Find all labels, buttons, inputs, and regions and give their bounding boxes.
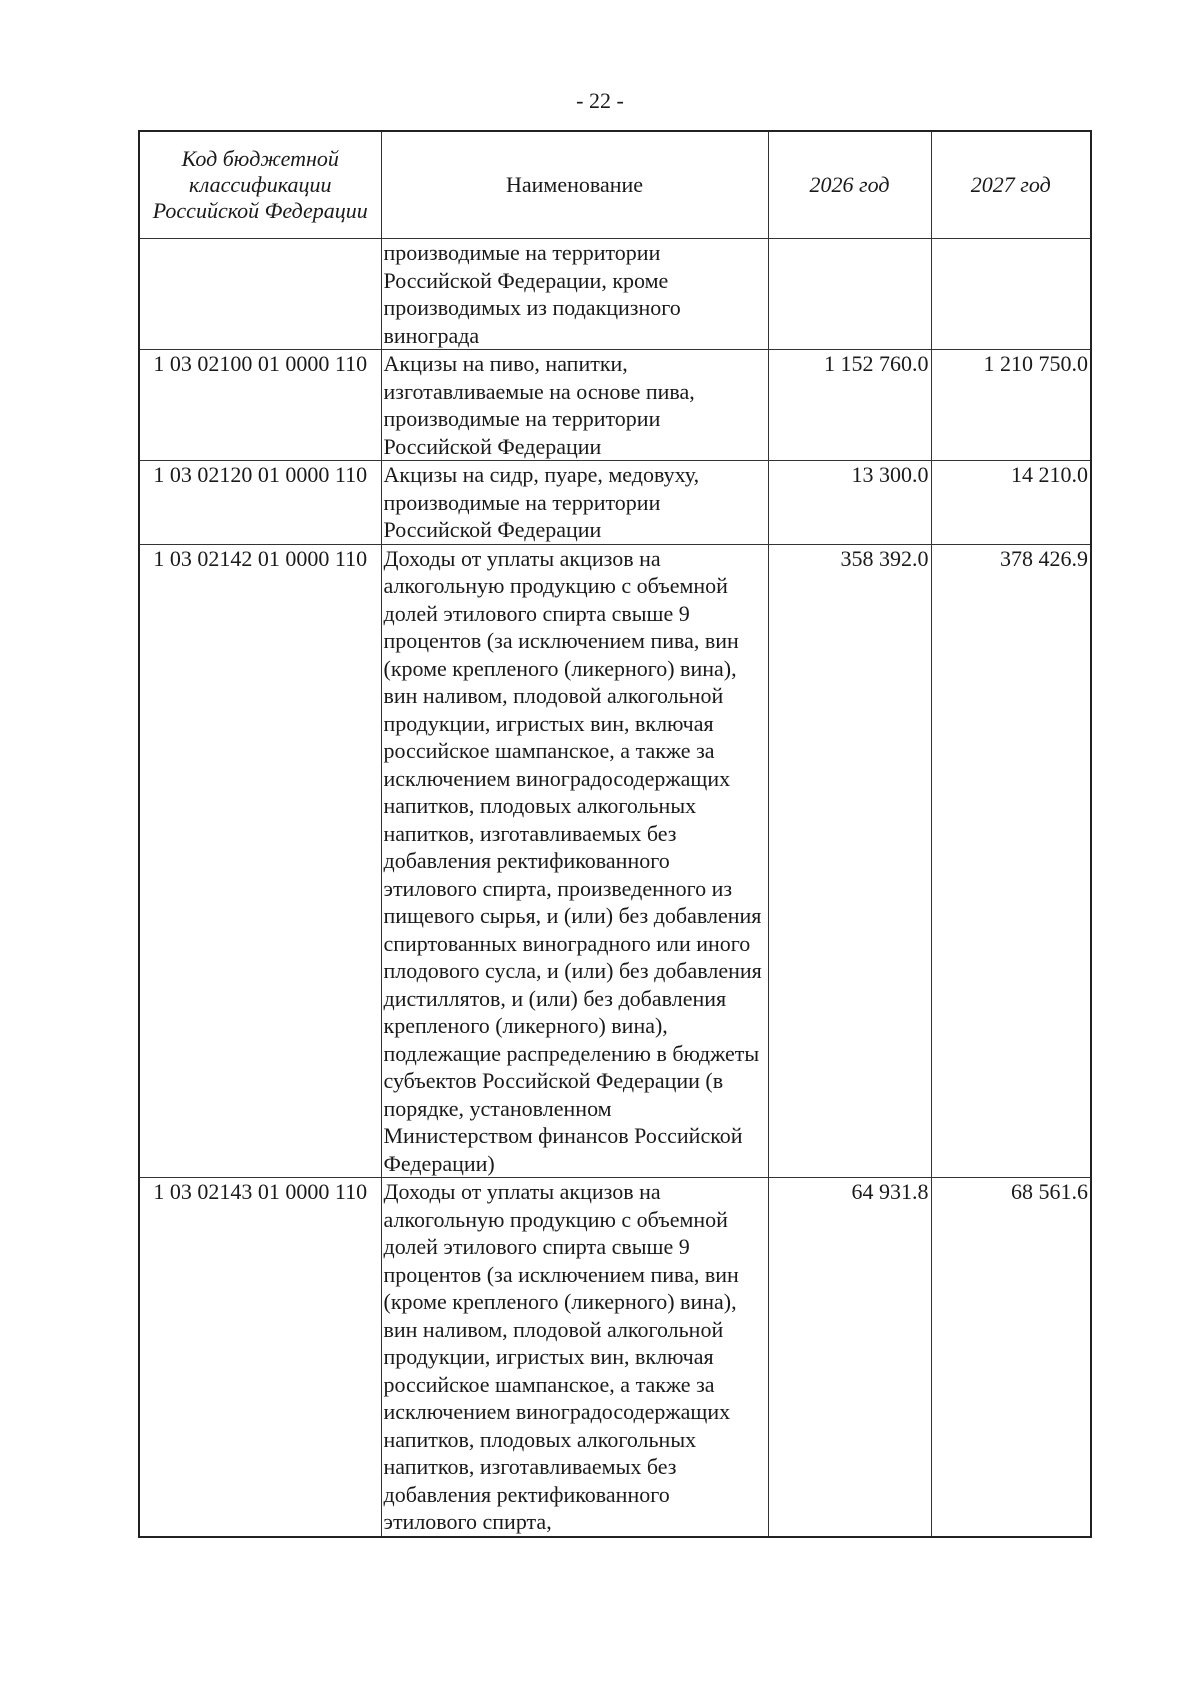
row-value-2027: 378 426.9 [931, 544, 1091, 1178]
row-value-2026: 358 392.0 [768, 544, 931, 1178]
row-name: производимые на территории Российской Федерации, кроме производимых из подакцизного винограда [381, 239, 768, 350]
row-name: Акцизы на сидр, пуаре, медовуху, производимые на территории Российской Федерации [381, 461, 768, 545]
table-row [139, 544, 1091, 1178]
row-value-2026: 64 931.8 [768, 1178, 931, 1537]
budget-revenue-table [138, 130, 1092, 1538]
header-name: Наименование [381, 131, 768, 239]
header-year-2026: 2026 год [768, 131, 931, 239]
row-value-2027: 1 210 750.0 [931, 350, 1091, 461]
row-code [139, 239, 381, 350]
row-code: 1 03 02143 01 0000 110 [139, 1178, 381, 1537]
table-row [139, 350, 1091, 461]
row-value-2027 [931, 239, 1091, 350]
table-row [139, 461, 1091, 545]
row-value-2026 [768, 239, 931, 350]
row-name: Доходы от уплаты акцизов на алкогольную продукцию с объемной долей этилового спирта свыше 9 процентов (за исключением пива, вин (кроме крепленого (ликерного) вина), вин наливом, плодовой алкогольной продукции, игристых вин, включая российское шампанское, а также за исключением виноградосодержащих напитков, плодовых алкогольных напитков, изготавливаемых без добавления ректификованного этилового спирта, произведенного из пищевого сырья, и (или) без добавления спиртованных виноградного или иного плодового сусла, и (или) без добавления дистиллятов, и (или) без добавления крепленого (ликерного) вина), подлежащие распределению в бюджеты субъектов Российской Федерации (в порядке, установленном Министерством финансов Российской Федерации) [381, 544, 768, 1178]
header-code: Код бюджетной классификации Российской Федерации [139, 131, 381, 239]
row-name: Акцизы на пиво, напитки, изготавливаемые на основе пива, производимые на территории Российской Федерации [381, 350, 768, 461]
row-value-2027: 14 210.0 [931, 461, 1091, 545]
header-year-2027: 2027 год [931, 131, 1091, 239]
row-code: 1 03 02100 01 0000 110 [139, 350, 381, 461]
row-name: Доходы от уплаты акцизов на алкогольную продукцию с объемной долей этилового спирта свыше 9 процентов (за исключением пива, вин (кроме крепленого (ликерного) вина), вин наливом, плодовой алкогольной продукции, игристых вин, включая российское шампанское, а также за исключением виноградосодержащих напитков, плодовых алкогольных напитков, изготавливаемых без добавления ректификованного этилового спирта, [381, 1178, 768, 1537]
row-code: 1 03 02120 01 0000 110 [139, 461, 381, 545]
row-value-2026: 1 152 760.0 [768, 350, 931, 461]
row-code: 1 03 02142 01 0000 110 [139, 544, 381, 1178]
table-row [139, 1178, 1091, 1537]
table-row [139, 239, 1091, 350]
table-header-row [139, 131, 1091, 239]
row-value-2026: 13 300.0 [768, 461, 931, 545]
page-number: - 22 - [576, 88, 624, 113]
row-value-2027: 68 561.6 [931, 1178, 1091, 1537]
